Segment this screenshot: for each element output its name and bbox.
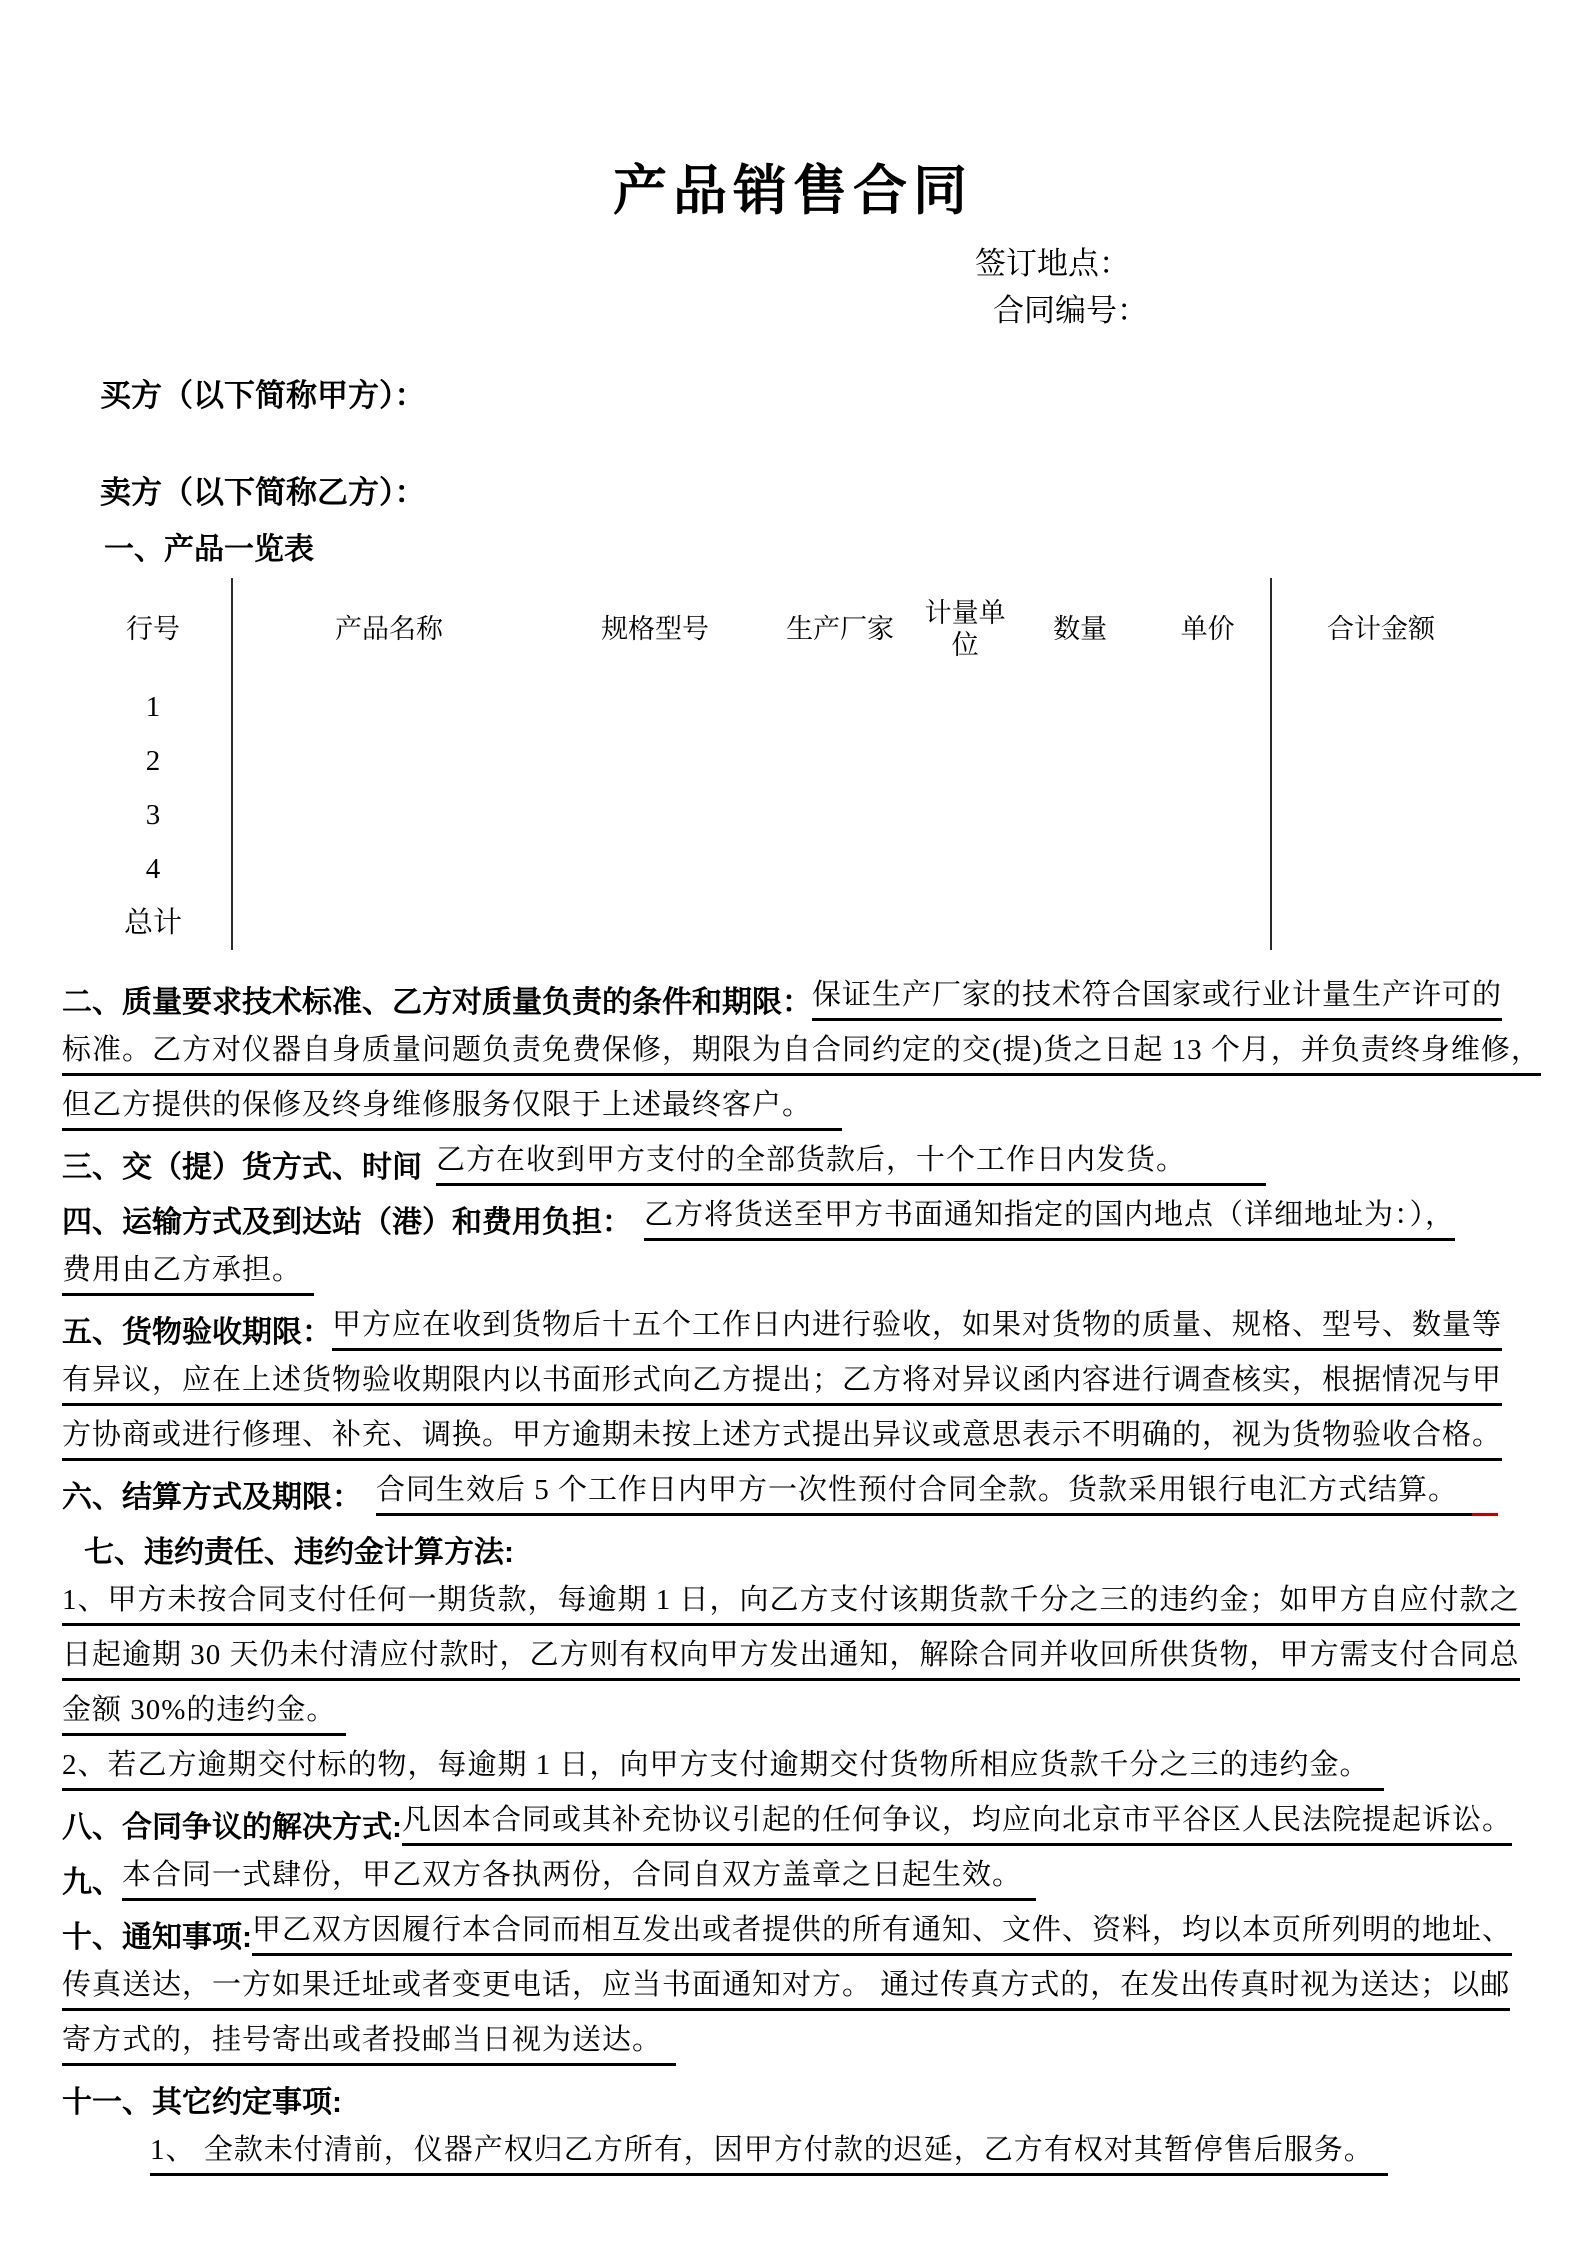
contract-line [62, 1736, 1528, 1791]
table-cell [765, 842, 915, 896]
clause-heading-segment: 六、结算方式及期限： [62, 1481, 362, 1514]
contract-line [62, 1791, 1528, 1846]
table-row [75, 788, 1490, 842]
clause-text-segment: 凡因本合同或其补充协议引起的任何争议，均应向北京市平谷区人民法院提起诉讼。 [402, 1797, 1512, 1846]
table-cell [1270, 788, 1490, 842]
contract-line [62, 2011, 1528, 2066]
underline-extension [662, 2058, 676, 2066]
clause-text-segment: 金额 30%的违约金。 [62, 1687, 336, 1736]
table-cell [1270, 842, 1490, 896]
underline-extension [1374, 2168, 1388, 2176]
table-cell [1015, 734, 1145, 788]
contract-line [62, 1626, 1528, 1681]
clause-text-segment: 保证生产厂家的技术符合国家或行业计量生产许可的 [812, 972, 1502, 1021]
table-cell [765, 734, 915, 788]
table-row [75, 896, 1490, 950]
seller-label: 卖方（以下简称乙方）： [100, 475, 426, 510]
contract-line [62, 1296, 1528, 1351]
clause-text-segment: 标准。乙方对仪器自身质量问题负责免费保修，期限为自合同约定的交(提)货之日起 13 个月，并负责终身维修， [62, 1027, 1541, 1076]
table-cell [233, 896, 545, 950]
clause-heading-segment: 八、合同争议的解决方式: [62, 1811, 402, 1844]
table-cell [545, 842, 765, 896]
table-cell [1145, 896, 1270, 950]
table-cell [1145, 788, 1270, 842]
clause-heading-segment: 二、质量要求技术标准、乙方对质量负责的条件和期限： [62, 986, 812, 1019]
underline-extension [336, 1728, 346, 1736]
table-cell [1270, 680, 1490, 734]
clause-heading-segment: 十一、其它约定事项: [62, 2086, 342, 2119]
clause-heading-segment: 三、交（提）货方式、时间 [62, 1151, 422, 1184]
contract-line [62, 1186, 1528, 1241]
table-cell [545, 734, 765, 788]
contract-line [62, 1021, 1541, 1076]
table-header-row [75, 578, 1490, 680]
clause-heading-segment: 十、通知事项: [62, 1921, 252, 1954]
clause-text-segment: 1、甲方未按合同支付任何一期货款，每逾期 1 日，向乙方支付该期货款千分之三的违约金；如甲方自应付款之 [62, 1577, 1520, 1626]
table-header-cell: 规格型号 [601, 614, 710, 644]
table-cell [1015, 842, 1145, 896]
contract-line [62, 1461, 1528, 1516]
clause-text-segment: 合同生效后 5 个工作日内甲方一次性预付合同全款。货款采用银行电汇方式结算。 [376, 1467, 1458, 1516]
underline-extension [1186, 1178, 1266, 1186]
row-label-cell: 总计 [75, 896, 233, 950]
clause-text-segment: 本合同一式肆份，甲乙双方各执两份，合同自双方盖章之日起生效。 [122, 1852, 1022, 1901]
clause-text-segment: 方协商或进行修理、补充、调换。甲方逾期未按上述方式提出异议或意思表示不明确的，视为货物验收合格。 [62, 1412, 1502, 1461]
contract-meta [0, 240, 1586, 334]
table-cell [1145, 734, 1270, 788]
table-cell [1015, 680, 1145, 734]
contract-line [62, 2121, 1528, 2176]
clause-text-segment: 寄方式的，挂号寄出或者投邮当日视为送达。 [62, 2017, 662, 2066]
contract-line [62, 1516, 1528, 1571]
contract-line [62, 1901, 1528, 1956]
clause-text-segment: 传真送达，一方如果迁址或者变更电话，应当书面通知对方。 通过传真方式的，在发出传真时视为送达；以邮 [62, 1962, 1510, 2011]
underline-extension [1370, 1783, 1384, 1791]
table-header-cell: 合计金额 [1270, 578, 1490, 680]
table-cell [1145, 680, 1270, 734]
table-cell [545, 896, 765, 950]
contract-line [62, 966, 1528, 1021]
contract-line [62, 1956, 1528, 2011]
table-header-cell: 数量 [1053, 614, 1108, 644]
table-cell [915, 842, 1015, 896]
contract-title: 产品销售合同 [613, 161, 973, 221]
table-cell [233, 842, 545, 896]
table-cell [1270, 896, 1490, 950]
clause-text-segment: 费用由乙方承担。 [62, 1247, 302, 1296]
red-underline-extension [1472, 1508, 1498, 1516]
contract-line [62, 1131, 1528, 1186]
table-cell [765, 788, 915, 842]
table-cell [915, 734, 1015, 788]
buyer-label: 买方（以下简称甲方）： [100, 378, 426, 413]
table-cell [765, 680, 915, 734]
clause-text-segment: 甲乙双方因履行本合同而相互发出或者提供的所有通知、文件、资料，均以本页所列明的地址、 [252, 1907, 1512, 1956]
underline-extension [812, 1123, 842, 1131]
clause-heading-segment: 七、违约责任、违约金计算方法: [84, 1536, 514, 1569]
underline-extension [302, 1288, 314, 1296]
table-cell [545, 788, 765, 842]
table-row [75, 734, 1490, 788]
underline-extension [1022, 1893, 1036, 1901]
table-cell [233, 734, 545, 788]
clause-text-segment: 但乙方提供的保修及终身维修服务仅限于上述最终客户。 [62, 1082, 812, 1131]
table-header-cell: 生产厂家 [786, 614, 895, 644]
table-cell [915, 896, 1015, 950]
clause-text-segment: 有异议，应在上述货物验收期限内以书面形式向乙方提出；乙方将对异议函内容进行调查核实，根据情况与甲 [62, 1357, 1502, 1406]
table-row [75, 680, 1490, 734]
table-cell [1015, 896, 1145, 950]
row-label-cell: 1 [75, 680, 233, 734]
product-table [75, 578, 1490, 950]
clause-text-segment: 乙方将货送至甲方书面通知指定的国内地点（详细地址为：）， [644, 1192, 1455, 1241]
clause-text-segment: 日起逾期 30 天仍未付清应付款时，乙方则有权向甲方发出通知，解除合同并收回所供货物，甲方需支付合同总 [62, 1632, 1520, 1681]
table-row [75, 842, 1490, 896]
row-label-cell: 2 [75, 734, 233, 788]
table-cell [1015, 788, 1145, 842]
row-label-cell: 4 [75, 842, 233, 896]
clause-heading-segment: 四、运输方式及到达站（港）和费用负担： [62, 1206, 632, 1239]
clause-heading-segment: 五、货物验收期限： [62, 1316, 332, 1349]
contract-line [62, 1681, 1528, 1736]
section-one-heading: 一、产品一览表 [104, 533, 314, 566]
table-cell [915, 680, 1015, 734]
clause-text-segment: 1、 全款未付清前，仪器产权归乙方所有，因甲方付款的迟延，乙方有权对其暂停售后服务。 [150, 2127, 1374, 2176]
contract-line [62, 1571, 1528, 1626]
table-header-cell: 产品名称 [335, 614, 444, 644]
contract-line [62, 2066, 1528, 2121]
underline-extension [1458, 1508, 1472, 1516]
table-cell [233, 788, 545, 842]
table-header-cell: 行号 [75, 578, 233, 680]
contract-no-label: 合同编号： [993, 293, 1148, 328]
contract-line [62, 1241, 1528, 1296]
contract-body [62, 966, 1541, 2176]
row-label-cell: 3 [75, 788, 233, 842]
table-header-cell: 计量单位 [924, 598, 1006, 660]
contract-line [62, 1076, 1528, 1131]
table-cell [765, 896, 915, 950]
table-cell [1270, 734, 1490, 788]
clause-text-segment: 2、若乙方逾期交付标的物，每逾期 1 日，向甲方支付逾期交付货物所相应货款千分之三的违约金。 [62, 1742, 1370, 1791]
sign-location-label: 签订地点： [975, 246, 1130, 281]
table-cell [545, 680, 765, 734]
clause-heading-segment: 九、 [62, 1866, 122, 1899]
contract-line [62, 1351, 1528, 1406]
table-header-cell: 单价 [1180, 614, 1235, 644]
table-cell [233, 680, 545, 734]
table-cell [915, 788, 1015, 842]
table-cell [1145, 842, 1270, 896]
clause-text-segment: 乙方在收到甲方支付的全部货款后，十个工作日内发货。 [436, 1137, 1186, 1186]
contract-line [62, 1406, 1528, 1461]
clause-text-segment: 甲方应在收到货物后十五个工作日内进行验收，如果对货物的质量、规格、型号、数量等 [332, 1302, 1502, 1351]
contract-line [62, 1846, 1528, 1901]
